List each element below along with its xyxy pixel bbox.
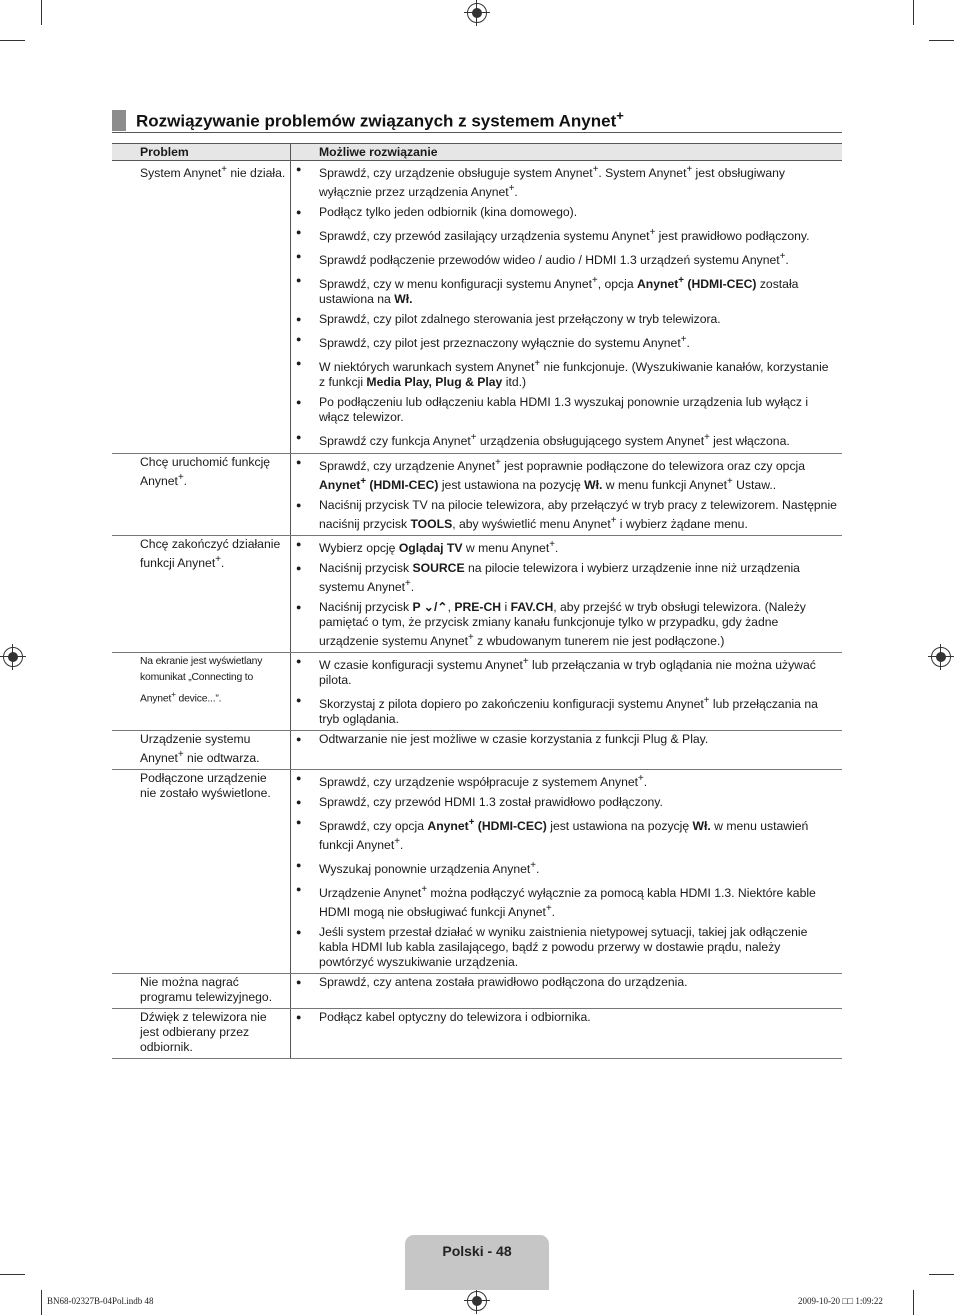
- solution-item: ● Wybierz opcję Oglądaj TV w menu Anynet+.: [295, 537, 838, 556]
- solution-item: ● Naciśnij przycisk P ⌄/⌃, PRE-CH i FAV.CH, aby przejść w tryb obsługi telewizora. (Należy pamiętać o tym, że przycisk zmiany kanału funkcjonuje tylko w przypadku, gdy żadne urządzenie systemu Anynet+ z wbudowanym tunerem nie jest podłączone.): [295, 600, 838, 649]
- crop-mark: [0, 40, 25, 41]
- solution-list: [295, 537, 838, 649]
- registration-mark-icon: [3, 647, 23, 667]
- solution-list: [295, 162, 838, 450]
- crop-mark: [41, 1290, 42, 1315]
- crop-mark: [0, 1274, 25, 1275]
- solution-item: ● Sprawdź, czy pilot zdalnego sterowania jest przełączony w tryb telewizora.: [295, 312, 838, 327]
- solution-item: ● Sprawdź, czy pilot jest przeznaczony wyłącznie do systemu Anynet+.: [295, 332, 838, 351]
- solution-item: ● Sprawdź, czy urządzenie obsługuje system Anynet+. System Anynet+ jest obsługiwany wyłącznie przez urządzenia Anynet+.: [295, 162, 838, 200]
- solution-item: ● Jeśli system przestał działać w wyniku zaistnienia nietypowej sytuacji, takiej jak odłączenie kabla HDMI lub kabla zasilającego, bądź z powodu przerwy w dostawie prądu, należy powtórzyć wyszukiwanie urządzenia.: [295, 925, 838, 970]
- solution-item: ● Odtwarzanie nie jest możliwe w czasie korzystania z funkcji Plug & Play.: [295, 732, 838, 747]
- page-number: Polski - 48: [442, 1243, 512, 1259]
- solution-cell: [291, 453, 843, 535]
- solution-item: ● Sprawdź, czy antena została prawidłowo podłączona do urządzenia.: [295, 975, 838, 990]
- table-row: [112, 731, 842, 770]
- solution-item: ● Urządzenie Anynet+ można podłączyć wyłącznie za pomocą kabla HDMI 1.3. Niektóre kable HDMI mogą nie obsługiwać funkcji Anynet+.: [295, 882, 838, 920]
- solution-list: [295, 732, 838, 747]
- solution-item: ● Po podłączeniu lub odłączeniu kabla HDMI 1.3 wyszukaj ponownie urządzenia lub wyłącz i włącz telewizor.: [295, 395, 838, 425]
- solution-item: ● Sprawdź, czy opcja Anynet+ (HDMI-CEC) jest ustawiona na pozycję Wł. w menu ustawień funkcji Anynet+.: [295, 815, 838, 853]
- crop-mark: [913, 0, 914, 25]
- problem-cell: Dźwięk z telewizora nie jest odbierany przez odbiornik.: [112, 1009, 291, 1059]
- crop-mark: [41, 0, 42, 25]
- registration-mark-icon: [467, 1291, 487, 1311]
- solution-cell: [291, 770, 843, 974]
- solution-item: ● Sprawdź, czy przewód zasilający urządzenia systemu Anynet+ jest prawidłowo podłączony.: [295, 225, 838, 244]
- solution-list: [295, 1010, 838, 1025]
- problem-cell: Chcę zakończyć działanie funkcji Anynet+.: [112, 535, 291, 652]
- solution-item: ● Sprawdź czy funkcja Anynet+ urządzenia obsługującego system Anynet+ jest włączona.: [295, 430, 838, 449]
- column-header-solution: Możliwe rozwiązanie: [291, 144, 843, 161]
- troubleshooting-table: [112, 143, 842, 1059]
- page-title: Rozwiązywanie problemów związanych z systemem Anynet+: [136, 108, 624, 131]
- problem-cell: Podłączone urządzenie nie zostało wyświetlone.: [112, 770, 291, 974]
- crop-mark: [929, 40, 954, 41]
- solution-item: ● Sprawdź, czy przewód HDMI 1.3 został prawidłowo podłączony.: [295, 795, 838, 810]
- solution-cell: [291, 1009, 843, 1059]
- table-body: [112, 161, 842, 1059]
- solution-item: ● W niektórych warunkach system Anynet+ nie funkcjonuje. (Wyszukiwanie kanałów, korzystanie z funkcji Media Play, Plug & Play itd.): [295, 356, 838, 390]
- solution-list: [295, 455, 838, 532]
- table-row: [112, 453, 842, 535]
- solution-item: ● Wyszukaj ponownie urządzenia Anynet+.: [295, 858, 838, 877]
- crop-mark: [929, 1274, 954, 1275]
- page-number-tab: [405, 1235, 549, 1290]
- solution-cell: [291, 652, 843, 730]
- solution-cell: [291, 731, 843, 770]
- solution-item: ● Naciśnij przycisk SOURCE na pilocie telewizora i wybierz urządzenie inne niż urządzenia systemu Anynet+.: [295, 561, 838, 595]
- column-header-problem: Problem: [112, 144, 291, 161]
- table-row: [112, 974, 842, 1009]
- table-row: [112, 770, 842, 974]
- solution-item: ● Sprawdź, czy urządzenie współpracuje z systemem Anynet+.: [295, 771, 838, 790]
- solution-cell: [291, 974, 843, 1009]
- solution-item: ● Sprawdź, czy urządzenie Anynet+ jest poprawnie podłączone do telewizora oraz czy opcja Anynet+ (HDMI-CEC) jest ustawiona na pozycję Wł. w menu funkcji Anynet+ Ustaw..: [295, 455, 838, 493]
- solution-item: ● Skorzystaj z pilota dopiero po zakończeniu konfiguracji systemu Anynet+ lub przełączania na tryb oglądania.: [295, 693, 838, 727]
- solution-cell: [291, 161, 843, 454]
- solution-item: ● Podłącz tylko jeden odbiornik (kina domowego).: [295, 205, 838, 220]
- solution-list: [295, 654, 838, 727]
- table-header-row: [112, 144, 842, 161]
- solution-list: [295, 771, 838, 970]
- crop-mark: [913, 1290, 914, 1315]
- section-header: [112, 108, 842, 133]
- problem-cell: Na ekranie jest wyświetlany komunikat „Connecting to Anynet+ device...”.: [112, 652, 291, 730]
- solution-item: ● Naciśnij przycisk TV na pilocie telewizora, aby przełączyć w tryb pracy z telewizorem. Następnie naciśnij przycisk TOOLS, aby wyświetlić menu Anynet+ i wybierz żądane menu.: [295, 498, 838, 532]
- problem-cell: Nie można nagrać programu telewizyjnego.: [112, 974, 291, 1009]
- solution-item: ● Sprawdź podłączenie przewodów wideo / audio / HDMI 1.3 urządzeń systemu Anynet+.: [295, 249, 838, 268]
- footer-datetime: 2009-10-20 □□ 1:09:22: [798, 1296, 883, 1306]
- solution-list: [295, 975, 838, 990]
- footer-file: BN68-02327B-04Pol.indb 48: [47, 1296, 154, 1306]
- table-row: [112, 1009, 842, 1059]
- registration-mark-icon: [467, 3, 487, 23]
- solution-item: ● Podłącz kabel optyczny do telewizora i odbiornika.: [295, 1010, 838, 1025]
- title-marker: [112, 110, 126, 131]
- registration-mark-icon: [931, 647, 951, 667]
- table-row: [112, 652, 842, 730]
- problem-cell: System Anynet+ nie działa.: [112, 161, 291, 454]
- problem-cell: Urządzenie systemu Anynet+ nie odtwarza.: [112, 731, 291, 770]
- problem-cell: Chcę uruchomić funkcję Anynet+.: [112, 453, 291, 535]
- table-row: [112, 535, 842, 652]
- solution-item: ● W czasie konfiguracji systemu Anynet+ lub przełączania w tryb oglądania nie można używać pilota.: [295, 654, 838, 688]
- solution-cell: [291, 535, 843, 652]
- table-row: [112, 161, 842, 454]
- solution-item: ● Sprawdź, czy w menu konfiguracji systemu Anynet+, opcja Anynet+ (HDMI-CEC) została ustawiona na Wł.: [295, 273, 838, 307]
